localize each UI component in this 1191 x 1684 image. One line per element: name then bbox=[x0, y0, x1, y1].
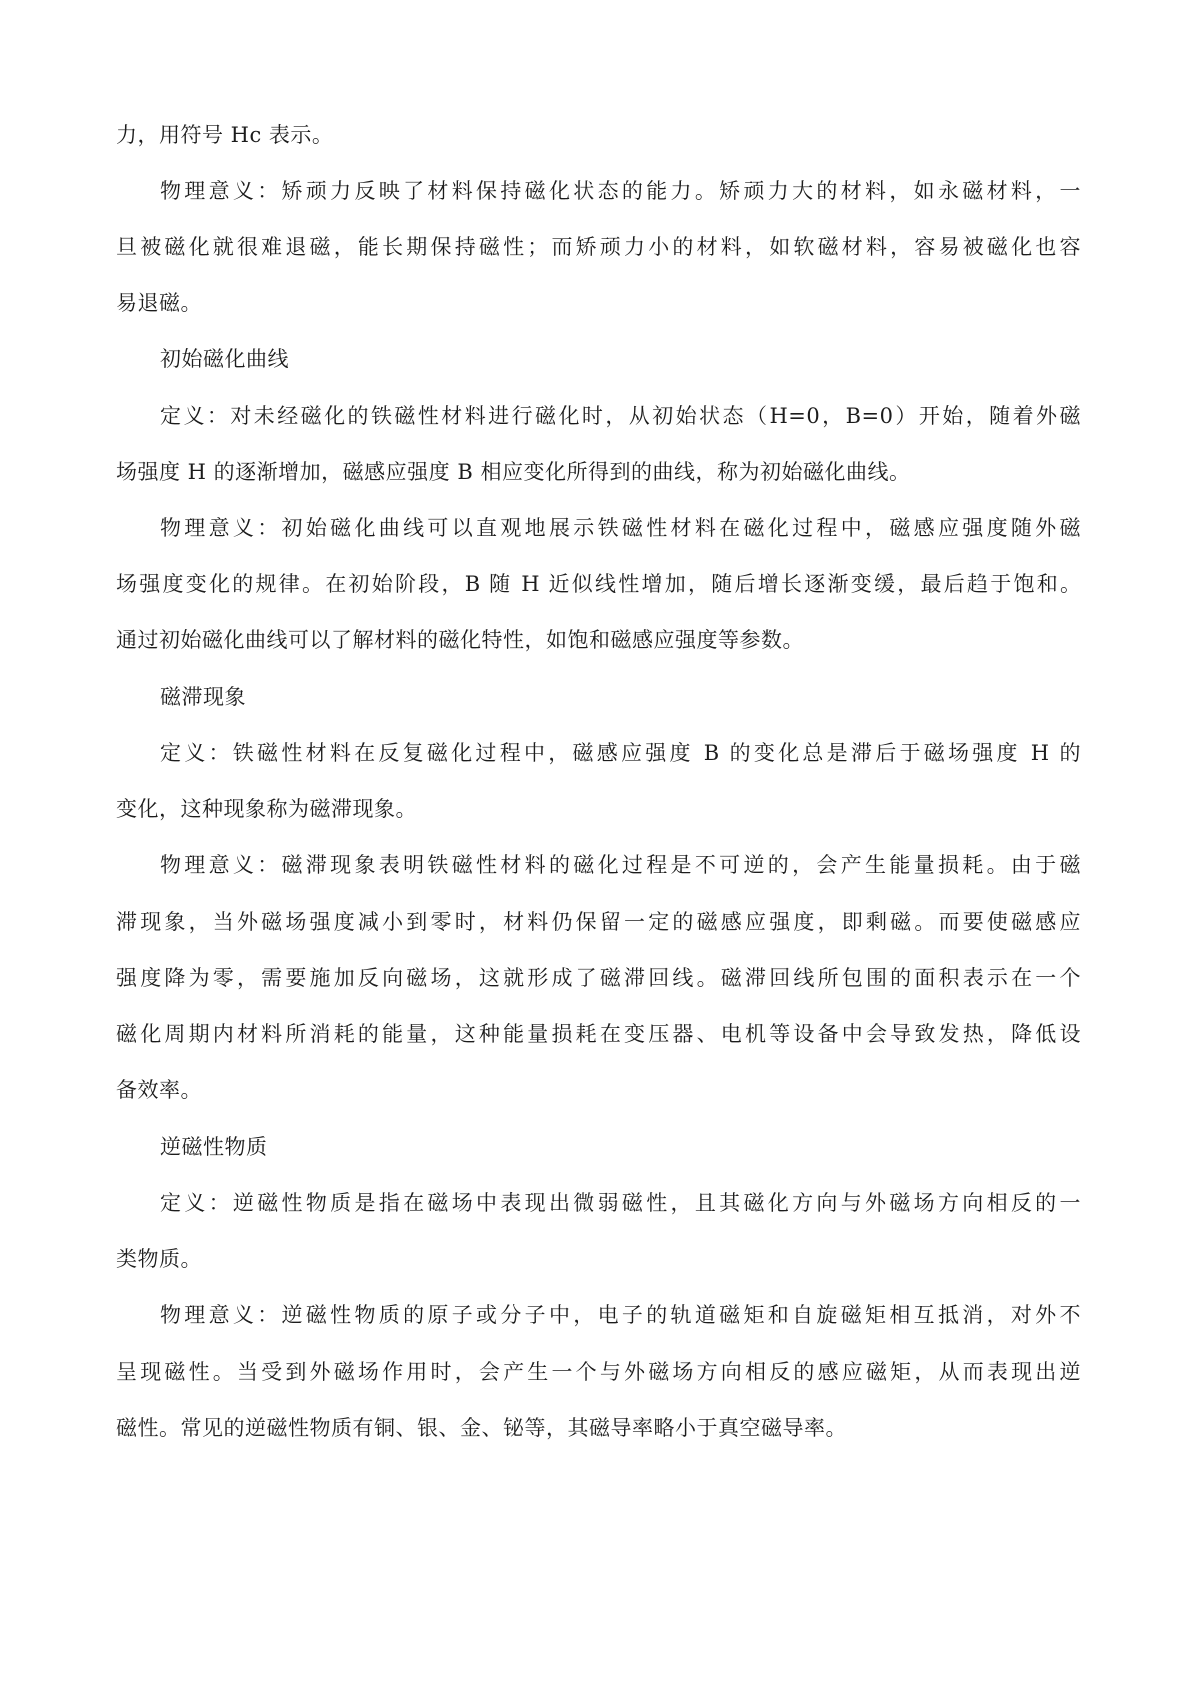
text-line: 磁性。常见的逆磁性物质有铜、银、金、铋等，其磁导率略小于真空磁导率。 bbox=[116, 1416, 847, 1440]
section-heading: 初始磁化曲线 bbox=[160, 347, 289, 371]
text-line: 变化，这种现象称为磁滞现象。 bbox=[116, 797, 417, 821]
text-line: 场强度 H 的逐渐增加，磁感应强度 B 相应变化所得到的曲线，称为初始磁化曲线。 bbox=[116, 460, 911, 484]
text-line: 强度降为零，需要施加反向磁场，这就形成了磁滞回线。磁滞回线所包围的面积表示在一个 bbox=[116, 966, 1081, 990]
text-line: 易退磁。 bbox=[116, 291, 202, 315]
text-line: 旦被磁化就很难退磁，能长期保持磁性；而矫顽力小的材料，如软磁材料，容易被磁化也容 bbox=[116, 235, 1081, 259]
text-line: 备效率。 bbox=[116, 1078, 202, 1102]
text-line: 定义：铁磁性材料在反复磁化过程中，磁感应强度 B 的变化总是滞后于磁场强度 H 的 bbox=[160, 741, 1081, 765]
text-line: 物理意义：初始磁化曲线可以直观地展示铁磁性材料在磁化过程中，磁感应强度随外磁 bbox=[160, 516, 1081, 540]
section-heading: 逆磁性物质 bbox=[160, 1135, 268, 1159]
text-line: 物理意义：磁滞现象表明铁磁性材料的磁化过程是不可逆的，会产生能量损耗。由于磁 bbox=[160, 853, 1081, 877]
text-line: 类物质。 bbox=[116, 1247, 202, 1271]
text-line: 场强度变化的规律。在初始阶段，B 随 H 近似线性增加，随后增长逐渐变缓，最后趋于饱和。 bbox=[116, 572, 1081, 596]
text-line: 定义：对未经磁化的铁磁性材料进行磁化时，从初始状态（H=0，B=0）开始，随着外磁 bbox=[160, 404, 1081, 428]
text-line: 力，用符号 Hc 表示。 bbox=[116, 123, 334, 147]
text-line: 通过初始磁化曲线可以了解材料的磁化特性，如饱和磁感应强度等参数。 bbox=[116, 628, 804, 652]
text-line: 滞现象，当外磁场强度减小到零时，材料仍保留一定的磁感应强度，即剩磁。而要使磁感应 bbox=[116, 910, 1081, 934]
text-line: 磁化周期内材料所消耗的能量，这种能量损耗在变压器、电机等设备中会导致发热，降低设 bbox=[116, 1022, 1081, 1046]
text-line: 物理意义：逆磁性物质的原子或分子中，电子的轨道磁矩和自旋磁矩相互抵消，对外不 bbox=[160, 1303, 1081, 1327]
text-line: 呈现磁性。当受到外磁场作用时，会产生一个与外磁场方向相反的感应磁矩，从而表现出逆 bbox=[116, 1360, 1081, 1384]
text-line: 物理意义：矫顽力反映了材料保持磁化状态的能力。矫顽力大的材料，如永磁材料，一 bbox=[160, 179, 1081, 203]
text-line: 定义：逆磁性物质是指在磁场中表现出微弱磁性，且其磁化方向与外磁场方向相反的一 bbox=[160, 1191, 1081, 1215]
section-heading: 磁滞现象 bbox=[160, 685, 246, 709]
